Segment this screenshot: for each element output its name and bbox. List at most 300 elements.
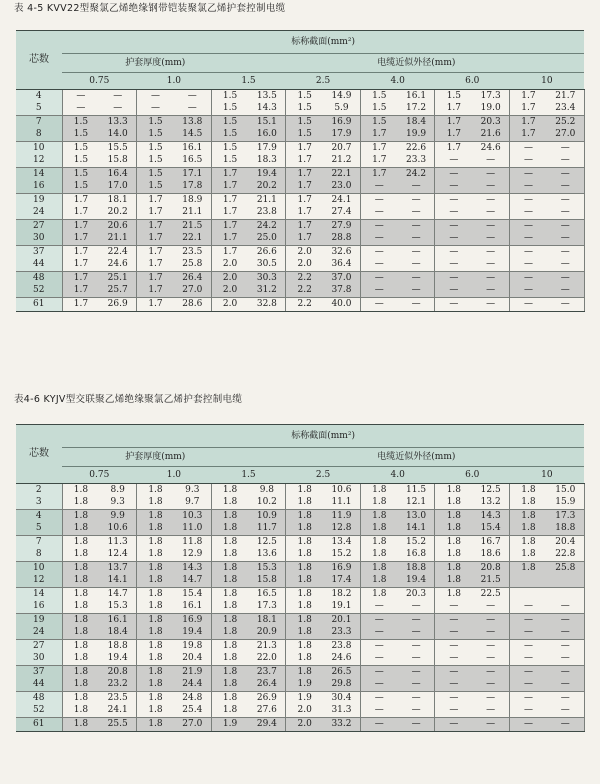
- table-cell: —: [547, 666, 584, 679]
- table-cell: —: [435, 285, 472, 298]
- table-cell: —: [398, 233, 435, 246]
- table-cell: 1.8: [446, 536, 462, 547]
- table-cell: 1.8: [62, 718, 99, 732]
- table-row: [16, 575, 584, 588]
- table-cell: 1.8: [211, 679, 248, 692]
- table-row: [16, 510, 584, 523]
- table-cell: 2.0: [211, 285, 248, 298]
- table-cell: —: [435, 272, 472, 285]
- table-cell: —: [435, 601, 472, 614]
- table-cell: 11.3: [99, 536, 136, 549]
- table-cell: 30.4: [323, 692, 360, 705]
- table-cell: —: [435, 259, 472, 272]
- section-header-row: [16, 73, 584, 90]
- table-cell: 1.7: [286, 233, 323, 246]
- table-cell: [547, 588, 584, 601]
- table-row: [16, 129, 584, 142]
- table-cell: —: [435, 666, 472, 679]
- cable-spec-table: [16, 30, 585, 312]
- core-count-cell: 16: [16, 181, 62, 194]
- table-cell: 25.1: [99, 272, 136, 285]
- table-cell: 23.0: [323, 181, 360, 194]
- table-row: [16, 666, 584, 679]
- core-count-cell: 3: [16, 497, 62, 510]
- table-cell: 1.8: [372, 536, 387, 547]
- table-cell: 1.8: [360, 562, 397, 575]
- table-cell: 12.9: [174, 549, 211, 562]
- table-cell: —: [360, 181, 397, 194]
- table-cell: 1.5: [297, 90, 312, 101]
- table-cell: —: [547, 718, 584, 732]
- table-cell: 23.4: [547, 103, 584, 116]
- table-cell: 17.8: [174, 181, 211, 194]
- table-cell: 14.3: [174, 562, 211, 575]
- table-cell: 23.2: [99, 679, 136, 692]
- table-cell: —: [510, 272, 547, 285]
- table-cell: 16.5: [174, 155, 211, 168]
- table-cell: 19.1: [323, 601, 360, 614]
- section-header: 6.0: [435, 467, 510, 484]
- core-count-cell: 52: [16, 285, 62, 298]
- section-header-row: [16, 467, 584, 484]
- table-cell: 1.5: [137, 155, 174, 168]
- core-count-cell: 12: [16, 575, 62, 588]
- table-cell: 27.0: [174, 718, 211, 732]
- table-cell: 1.8: [510, 497, 547, 510]
- table-cell: 37.8: [323, 285, 360, 298]
- table-cell: 1.7: [73, 194, 89, 205]
- table-cell: 1.8: [62, 497, 99, 510]
- table-cell: 15.3: [248, 562, 285, 575]
- table-cell: 40.0: [323, 298, 360, 312]
- table-cell: 16.4: [99, 168, 136, 181]
- table-cell: —: [523, 194, 533, 205]
- table-cell: 1.7: [62, 272, 99, 285]
- table-body: [16, 90, 584, 312]
- table-cell: 1.8: [137, 575, 174, 588]
- table-cell: 31.2: [248, 285, 285, 298]
- core-count-cell: 16: [16, 601, 62, 614]
- table-cell: 1.5: [211, 129, 248, 142]
- table-cell: 9.3: [99, 497, 136, 510]
- table-cell: 1.8: [510, 523, 547, 536]
- table-cell: 11.8: [174, 536, 211, 549]
- table-cell: —: [523, 142, 533, 153]
- table-cell: 1.8: [211, 562, 248, 575]
- table-cell: [510, 575, 547, 588]
- table-cell: 16.0: [248, 129, 285, 142]
- table-cell: 1.5: [62, 116, 99, 129]
- table-cell: 16.1: [99, 614, 136, 627]
- table-cell: —: [510, 705, 547, 718]
- table-cell: —: [137, 103, 174, 116]
- table-cell: —: [398, 220, 435, 233]
- table-cell: 36.4: [323, 259, 360, 272]
- table-cell: 26.4: [248, 679, 285, 692]
- table-cell: 1.8: [435, 549, 472, 562]
- core-count-cell: 30: [16, 653, 62, 666]
- table-cell: 15.0: [547, 484, 584, 497]
- table-cell: 1.7: [222, 246, 238, 257]
- table-cell: 14.5: [174, 129, 211, 142]
- table-cell: 1.8: [137, 705, 174, 718]
- table-row: [16, 116, 584, 129]
- table-cell: 11.7: [248, 523, 285, 536]
- table-cell: 11.9: [323, 510, 360, 523]
- table-cell: —: [374, 194, 384, 205]
- table-row: [16, 497, 584, 510]
- core-count-header: 芯数: [16, 425, 62, 484]
- table-cell: 1.8: [62, 523, 99, 536]
- table-cell: 1.7: [211, 207, 248, 220]
- table-cell: 1.7: [372, 142, 387, 153]
- core-count-cell: 14: [16, 588, 62, 601]
- table-cell: —: [547, 692, 584, 705]
- table-cell: —: [398, 259, 435, 272]
- table-cell: 23.3: [323, 627, 360, 640]
- table-cell: —: [472, 259, 509, 272]
- table-cell: —: [435, 233, 472, 246]
- section-header: 1.0: [137, 467, 212, 484]
- table-cell: 1.8: [446, 484, 462, 495]
- table-cell: 20.4: [547, 536, 584, 549]
- core-count-cell: 48: [16, 692, 62, 705]
- table-cell: 1.8: [435, 575, 472, 588]
- outer-diameter-header: 电缆近似外径(mm): [248, 54, 584, 73]
- table-cell: 1.7: [137, 233, 174, 246]
- table-cell: 1.8: [137, 510, 174, 523]
- table-cell: 25.5: [99, 718, 136, 732]
- table-cell: —: [547, 705, 584, 718]
- table-cell: 18.6: [472, 549, 509, 562]
- table-cell: —: [398, 666, 435, 679]
- table-cell: 1.8: [137, 653, 174, 666]
- table-caption: 表 4-5 KVV22型聚氯乙烯绝缘钢带铠装聚氯乙烯护套控制电缆: [14, 3, 286, 14]
- table-cell: 22.1: [174, 233, 211, 246]
- table-cell: 13.6: [248, 549, 285, 562]
- table-cell: 23.8: [323, 640, 360, 653]
- table-cell: 1.7: [435, 129, 472, 142]
- table-cell: 1.8: [62, 549, 99, 562]
- table-cell: 1.8: [62, 614, 99, 627]
- table-cell: 1.8: [148, 692, 163, 703]
- table-cell: 32.8: [248, 298, 285, 312]
- table-cell: —: [398, 298, 435, 312]
- table-cell: —: [472, 220, 509, 233]
- table-caption: 表4-6 KYJV型交联聚乙烯绝缘聚氯乙烯护套控制电缆: [14, 394, 243, 405]
- table-cell: 33.2: [323, 718, 360, 732]
- table-cell: 1.5: [372, 90, 387, 101]
- core-count-cell: 2: [16, 484, 62, 497]
- table-cell: 17.1: [174, 168, 211, 181]
- table-cell: 18.8: [398, 562, 435, 575]
- table-cell: 17.9: [248, 142, 285, 155]
- table-cell: 1.5: [62, 155, 99, 168]
- table-cell: 1.8: [435, 523, 472, 536]
- table-cell: 1.7: [62, 285, 99, 298]
- table-cell: 1.7: [62, 220, 99, 233]
- table-cell: 1.7: [521, 90, 536, 101]
- table-cell: 21.5: [174, 220, 211, 233]
- table-cell: 20.9: [248, 627, 285, 640]
- table-cell: —: [435, 207, 472, 220]
- table-cell: 23.7: [248, 666, 285, 679]
- table-cell: 1.8: [286, 562, 323, 575]
- table-cell: 18.3: [248, 155, 285, 168]
- table-cell: 24.6: [472, 142, 509, 155]
- table-cell: 1.7: [360, 168, 397, 181]
- table-cell: 16.9: [323, 562, 360, 575]
- table-cell: —: [449, 194, 459, 205]
- section-header: 0.75: [62, 467, 137, 484]
- table-cell: 27.0: [547, 129, 584, 142]
- table-cell: 1.8: [297, 536, 312, 547]
- table-cell: 13.3: [99, 116, 136, 129]
- table-cell: 1.5: [137, 129, 174, 142]
- section-header: 10: [510, 73, 585, 90]
- table-cell: 1.7: [286, 168, 323, 181]
- core-count-cell: 5: [16, 523, 62, 536]
- table-cell: 1.8: [137, 614, 174, 627]
- core-count-cell: 44: [16, 259, 62, 272]
- core-count-cell: 12: [16, 155, 62, 168]
- table-row: [16, 272, 584, 285]
- table-row: [16, 679, 584, 692]
- table-cell: 1.8: [137, 601, 174, 614]
- table-cell: —: [76, 90, 86, 101]
- table-cell: 1.8: [137, 523, 174, 536]
- table-cell: 18.4: [99, 627, 136, 640]
- core-count-cell: 48: [16, 272, 62, 285]
- table-cell: 1.8: [286, 627, 323, 640]
- table-cell: 1.9: [211, 718, 248, 732]
- table-cell: —: [150, 90, 160, 101]
- core-count-cell: 10: [16, 562, 62, 575]
- table-cell: 19.8: [174, 640, 211, 653]
- table-cell: —: [360, 705, 397, 718]
- table-cell: 1.8: [521, 536, 536, 547]
- table-cell: 5.9: [323, 103, 360, 116]
- table-cell: 1.5: [62, 168, 99, 181]
- nominal-section-header: 标称截面(mm²): [62, 425, 584, 448]
- table-cell: 25.4: [174, 705, 211, 718]
- table-cell: —: [510, 627, 547, 640]
- table-cell: 18.1: [248, 614, 285, 627]
- table-cell: 1.8: [510, 549, 547, 562]
- table-cell: —: [360, 220, 397, 233]
- table-cell: 1.8: [148, 588, 163, 599]
- table-cell: —: [547, 298, 584, 312]
- table-cell: 1.8: [137, 718, 174, 732]
- core-count-cell: 61: [16, 298, 62, 312]
- table-cell: 1.8: [211, 614, 248, 627]
- table-cell: 21.1: [248, 194, 285, 207]
- core-count-cell: 4: [16, 90, 62, 103]
- table-cell: 1.5: [137, 116, 174, 129]
- table-cell: 1.8: [73, 484, 89, 495]
- table-cell: —: [547, 679, 584, 692]
- table-cell: 16.1: [398, 90, 435, 103]
- table-cell: —: [360, 272, 397, 285]
- table-cell: —: [472, 627, 509, 640]
- table-cell: 1.8: [360, 549, 397, 562]
- table-cell: 1.8: [286, 653, 323, 666]
- table-cell: —: [398, 692, 435, 705]
- table-cell: 2.2: [286, 285, 323, 298]
- table-cell: 13.2: [472, 497, 509, 510]
- table-cell: 23.8: [248, 207, 285, 220]
- table-cell: 1.8: [62, 666, 99, 679]
- table-cell: —: [435, 705, 472, 718]
- table-cell: 14.7: [174, 575, 211, 588]
- table-cell: 1.7: [446, 142, 462, 153]
- table-row: [16, 614, 584, 627]
- table-cell: 21.5: [472, 575, 509, 588]
- table-cell: 1.8: [137, 627, 174, 640]
- table-cell: 1.8: [62, 575, 99, 588]
- core-count-cell: 27: [16, 640, 62, 653]
- table-cell: —: [435, 627, 472, 640]
- table-cell: —: [360, 233, 397, 246]
- table-row: [16, 259, 584, 272]
- table-cell: —: [374, 692, 384, 703]
- table-cell: 16.8: [398, 549, 435, 562]
- table-cell: —: [398, 614, 435, 627]
- table-cell: 27.4: [323, 207, 360, 220]
- core-count-cell: 37: [16, 246, 62, 259]
- table-cell: 1.5: [360, 103, 397, 116]
- table-row: [16, 142, 584, 155]
- table-cell: 18.8: [99, 640, 136, 653]
- table-cell: 9.7: [174, 497, 211, 510]
- table-cell: —: [472, 246, 509, 259]
- table-cell: —: [547, 181, 584, 194]
- table-cell: 1.7: [211, 181, 248, 194]
- core-count-cell: 10: [16, 142, 62, 155]
- table-cell: 19.4: [99, 653, 136, 666]
- table-cell: 1.7: [62, 259, 99, 272]
- table-cell: —: [99, 90, 136, 103]
- table-cell: —: [472, 155, 509, 168]
- table-cell: 9.3: [174, 484, 211, 497]
- core-count-cell: 8: [16, 129, 62, 142]
- core-count-header: 芯数: [16, 31, 62, 90]
- table-cell: 1.7: [435, 103, 472, 116]
- table-cell: —: [398, 679, 435, 692]
- section-header: 2.5: [286, 73, 361, 90]
- table-cell: 1.8: [222, 692, 238, 703]
- table-cell: 15.8: [248, 575, 285, 588]
- table-header: [16, 31, 584, 90]
- table-cell: —: [472, 168, 509, 181]
- table-cell: 1.5: [137, 181, 174, 194]
- table-cell: —: [472, 181, 509, 194]
- table-cell: 27.0: [174, 285, 211, 298]
- table-body: [16, 484, 584, 732]
- table-cell: 20.2: [99, 207, 136, 220]
- table-cell: 17.3: [472, 90, 509, 103]
- table-cell: 1.7: [360, 129, 397, 142]
- table-cell: 1.8: [62, 510, 99, 523]
- table-cell: —: [360, 298, 397, 312]
- table-cell: —: [510, 601, 547, 614]
- table-cell: 21.1: [174, 207, 211, 220]
- table-cell: 18.4: [398, 116, 435, 129]
- table-cell: 14.9: [323, 90, 360, 103]
- core-count-cell: 30: [16, 233, 62, 246]
- table-cell: 1.8: [211, 523, 248, 536]
- table-cell: —: [547, 614, 584, 627]
- table-cell: 1.8: [222, 640, 238, 651]
- table-cell: —: [360, 601, 397, 614]
- table-cell: —: [435, 220, 472, 233]
- table-cell: 13.0: [398, 510, 435, 523]
- table-cell: —: [510, 285, 547, 298]
- header-row: [16, 31, 584, 54]
- table-cell: —: [174, 90, 211, 103]
- table-cell: —: [510, 718, 547, 732]
- table-cell: 1.8: [62, 601, 99, 614]
- section-header: 4.0: [360, 467, 435, 484]
- table-cell: 1.8: [211, 666, 248, 679]
- table-cell: —: [360, 666, 397, 679]
- core-count-cell: 24: [16, 207, 62, 220]
- section-header: 2.5: [286, 467, 361, 484]
- table-cell: [510, 588, 547, 601]
- table-header: [16, 425, 584, 484]
- table-cell: 23.5: [99, 692, 136, 705]
- table-cell: 1.5: [211, 103, 248, 116]
- core-count-cell: 7: [16, 116, 62, 129]
- table-cell: 1.5: [211, 116, 248, 129]
- table-cell: 13.7: [99, 562, 136, 575]
- table-cell: —: [449, 692, 459, 703]
- table-cell: 11.5: [398, 484, 435, 497]
- table-cell: 1.7: [137, 285, 174, 298]
- table-cell: 29.8: [323, 679, 360, 692]
- table-cell: 1.8: [286, 614, 323, 627]
- table-cell: —: [547, 220, 584, 233]
- table-cell: —: [472, 285, 509, 298]
- table-cell: 25.0: [248, 233, 285, 246]
- table-cell: 1.8: [446, 588, 462, 599]
- table-cell: 1.9: [286, 679, 323, 692]
- table-cell: 1.5: [211, 155, 248, 168]
- core-count-cell: 19: [16, 194, 62, 207]
- table-cell: 11.0: [174, 523, 211, 536]
- table-cell: —: [472, 601, 509, 614]
- table-cell: 1.8: [286, 549, 323, 562]
- table-cell: 24.2: [248, 220, 285, 233]
- table-cell: 1.8: [62, 705, 99, 718]
- table-cell: 1.8: [360, 510, 397, 523]
- table-cell: 1.8: [286, 510, 323, 523]
- table-cell: 1.8: [360, 497, 397, 510]
- table-cell: —: [547, 601, 584, 614]
- table-cell: 1.8: [435, 562, 472, 575]
- core-count-cell: 27: [16, 220, 62, 233]
- section-header: 6.0: [435, 73, 510, 90]
- table-cell: 12.1: [398, 497, 435, 510]
- table-cell: 13.5: [248, 90, 285, 103]
- table-cell: 1.8: [211, 627, 248, 640]
- header-row: [16, 448, 584, 467]
- table-cell: 12.4: [99, 549, 136, 562]
- table-cell: 24.1: [99, 705, 136, 718]
- table-cell: —: [472, 640, 509, 653]
- table-cell: 1.7: [62, 207, 99, 220]
- table-cell: —: [547, 246, 584, 259]
